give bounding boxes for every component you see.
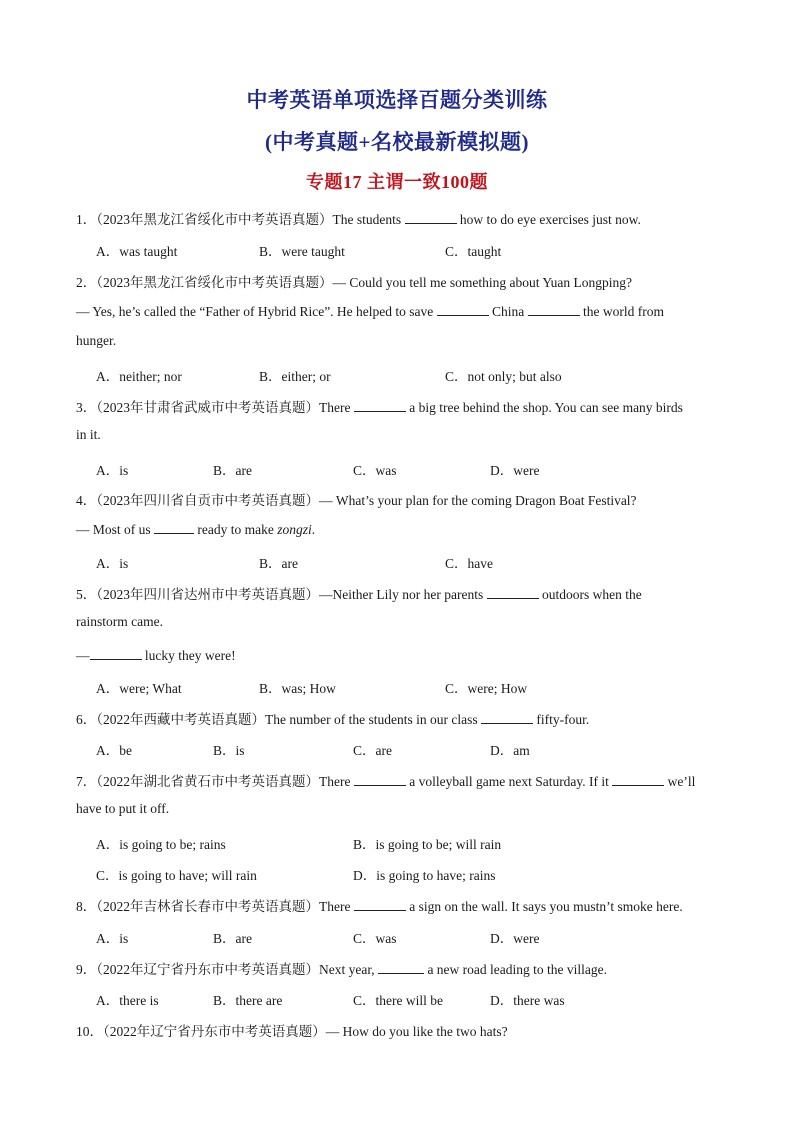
topic-title: 专题17 主谓一致100题 <box>306 172 488 192</box>
question-2: 2．（2023年黑龙江省绥化市中考英语真题）— Could you tell me something about Yuan Longping? <box>76 275 632 290</box>
option-c: C．not only; but also <box>445 369 562 384</box>
answer-blank <box>354 897 406 911</box>
option-b: B．are <box>259 556 298 571</box>
option-b: B．was; How <box>259 681 336 696</box>
question-9: 9．（2022年辽宁省丹东市中考英语真题）Next year, a new road leading to the village. <box>76 962 607 977</box>
question-2-options <box>96 365 736 383</box>
option-c: C．there will be <box>353 993 443 1008</box>
option-a: A．is <box>96 556 129 571</box>
answer-blank <box>378 960 424 974</box>
option-c: C．have <box>445 556 493 571</box>
option-a: A．were; What <box>96 681 182 696</box>
answer-blank <box>154 520 194 534</box>
option-a: A．there is <box>96 993 159 1008</box>
option-a: A．is going to be; rains <box>96 837 226 852</box>
option-a: A．is <box>96 463 129 478</box>
answer-blank <box>354 772 406 786</box>
option-d: D．were <box>490 931 540 946</box>
option-d: D．were <box>490 463 540 478</box>
option-d: D．is going to have; rains <box>353 868 496 883</box>
question-5-line-3: — lucky they were! <box>76 648 236 663</box>
option-b: B．are <box>213 931 252 946</box>
answer-blank <box>487 585 539 599</box>
question-5: 5．（2023年四川省达州市中考英语真题）—Neither Lily nor her parents outdoors when the <box>76 587 642 602</box>
question-6-options <box>96 739 736 757</box>
document-subtitle: (中考真题+名校最新模拟题) <box>265 130 529 154</box>
answer-blank <box>90 646 142 660</box>
option-d: D．there was <box>490 993 565 1008</box>
option-c: C．is going to have; will rain <box>96 868 257 883</box>
question-2-line-3: hunger. <box>76 333 117 348</box>
document-title: 中考英语单项选择百题分类训练 <box>246 88 548 112</box>
question-7-options-row-2 <box>96 864 736 882</box>
question-7-options-row-1 <box>96 833 736 851</box>
option-b: B．are <box>213 463 252 478</box>
question-1-options <box>96 240 736 258</box>
option-c: C．was <box>353 463 397 478</box>
option-c: C．was <box>353 931 397 946</box>
question-2-line-2: — Yes, he’s called the “Father of Hybrid Rice”. He helped to save China the world from <box>76 304 665 319</box>
option-c: C．taught <box>445 244 502 259</box>
option-b: B．there are <box>213 993 283 1008</box>
option-b: B．either; or <box>259 369 331 384</box>
option-a: A．neither; nor <box>96 369 182 384</box>
question-10: 10．（2022年辽宁省丹东市中考英语真题）— How do you like the two hats? <box>76 1024 508 1039</box>
question-3: 3．（2023年甘肃省武威市中考英语真题）There a big tree behind the shop. You can see many birds <box>76 400 683 415</box>
option-a: A．be <box>96 743 132 758</box>
question-8: 8．（2022年吉林省长春市中考英语真题）There a sign on the wall. It says you mustn’t smoke here. <box>76 899 683 914</box>
option-b: B．is going to be; will rain <box>353 837 502 852</box>
question-1: 1．（2023年黑龙江省绥化市中考英语真题）The students how to do eye exercises just now. <box>76 212 641 227</box>
question-9-options <box>96 989 736 1007</box>
option-c: C．are <box>353 743 392 758</box>
question-3-options <box>96 459 736 477</box>
option-a: A．was taught <box>96 244 178 259</box>
answer-blank <box>354 398 406 412</box>
question-8-options <box>96 927 736 945</box>
question-5-options <box>96 677 736 695</box>
option-c: C．were; How <box>445 681 528 696</box>
question-5-line-2: rainstorm came. <box>76 614 163 629</box>
option-b: B．were taught <box>259 244 345 259</box>
question-6: 6．（2022年西藏中考英语真题）The number of the students in our class fifty-four. <box>76 712 590 727</box>
question-3-line-2: in it. <box>76 427 101 442</box>
question-7-line-2: have to put it off. <box>76 801 170 816</box>
question-4: 4．（2023年四川省自贡市中考英语真题）— What’s your plan for the coming Dragon Boat Festival? <box>76 493 637 508</box>
option-b: B．is <box>213 743 245 758</box>
answer-blank <box>612 772 664 786</box>
answer-blank <box>481 710 533 724</box>
option-a: A．is <box>96 931 129 946</box>
answer-blank <box>528 302 580 316</box>
question-7: 7．（2022年湖北省黄石市中考英语真题）There a volleyball game next Saturday. If it we’ll <box>76 774 696 789</box>
question-4-options <box>96 552 736 570</box>
option-d: D．am <box>490 743 530 758</box>
question-4-line-2: — Most of us ready to make zongzi. <box>76 522 316 537</box>
answer-blank <box>437 302 489 316</box>
answer-blank <box>405 210 457 224</box>
